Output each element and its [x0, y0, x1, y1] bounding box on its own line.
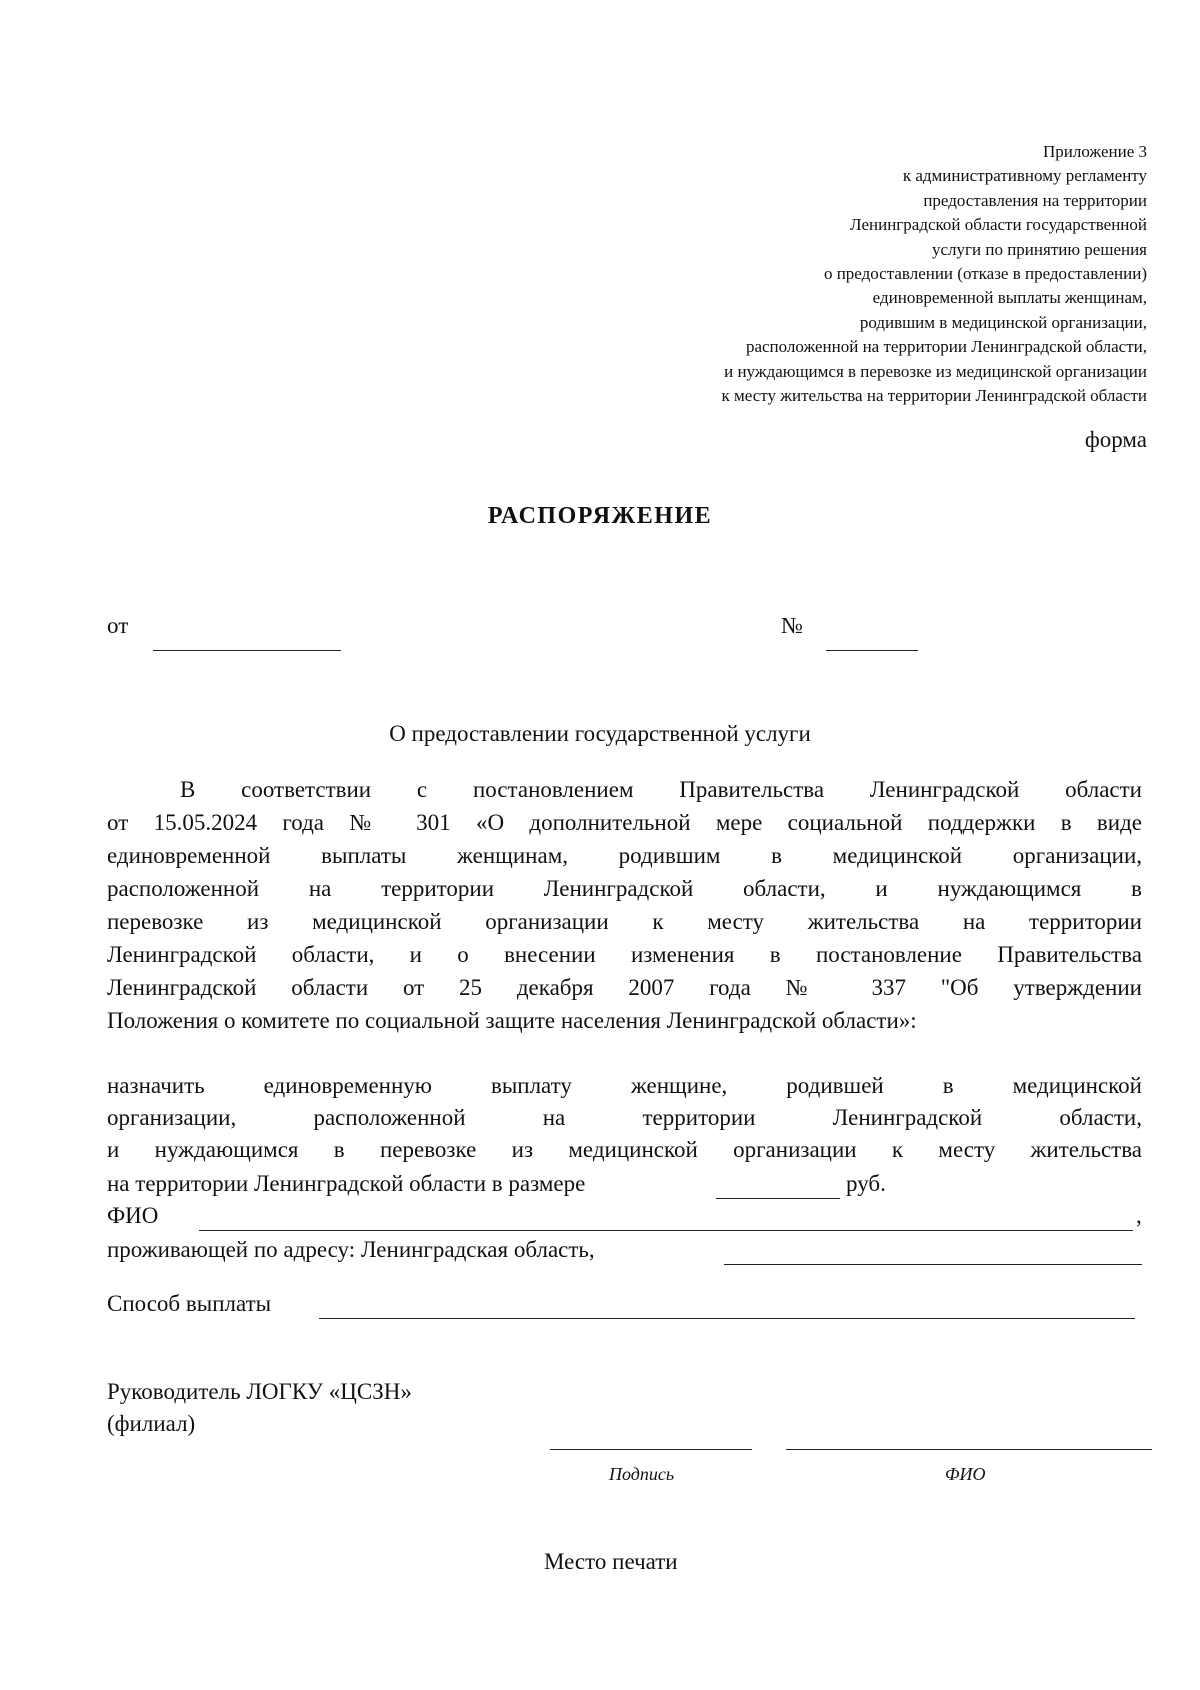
amount-blank-line[interactable] — [716, 1198, 840, 1199]
fio-comma: , — [1136, 1203, 1142, 1228]
annex-header — [527, 140, 1147, 408]
payment-method-label: Способ выплаты — [107, 1291, 272, 1316]
signature-fio-blank-line[interactable] — [786, 1449, 1152, 1450]
annex-line: Приложение 3 — [1043, 142, 1147, 161]
amount-prefix: на территории Ленинградской области в размере — [107, 1171, 586, 1196]
annex-line: к административному регламенту — [902, 166, 1147, 186]
preamble-line: В соответствии с постановлением Правительства Ленинградской области — [180, 777, 1142, 802]
preamble-line: от 15.05.2024 года № 301 «О дополнительной мере социальной поддержки в виде — [107, 810, 1142, 835]
decision-line: и нуждающимся в перевозке из медицинской организации к месту жительства — [107, 1137, 1142, 1162]
annex-line: единовременной выплаты женщинам, — [872, 288, 1147, 308]
amount-suffix: руб. — [846, 1171, 886, 1196]
document-title: РАСПОРЯЖЕНИЕ — [487, 503, 713, 529]
annex-line: расположенной на территории Ленинградской области, — [745, 337, 1147, 357]
address-blank-line[interactable] — [724, 1264, 1142, 1265]
annex-line: предоставления на территории — [923, 190, 1147, 210]
annex-line: услуги по принятию решения — [932, 239, 1147, 259]
preamble-paragraph — [107, 773, 1142, 1037]
annex-line: Ленинградской области государственной — [850, 215, 1147, 235]
annex-line: родившим в медицинской организации, — [859, 312, 1147, 332]
number-blank-line[interactable] — [826, 650, 918, 651]
date-from-label: от — [107, 613, 129, 638]
decision-line: назначить единовременную выплату женщине, родившей в медицинской — [107, 1073, 1142, 1098]
form-label: форма — [1084, 427, 1147, 452]
annex-line: к месту жительства на территории Ленинградской области — [721, 386, 1147, 406]
fio-label: ФИО — [107, 1203, 159, 1228]
branch-label: (филиал) — [107, 1411, 196, 1436]
stamp-place-label: Место печати — [544, 1549, 678, 1574]
preamble-line: перевозке из медицинской организации к месту жительства на территории — [107, 909, 1142, 934]
annex-line: и нуждающимся в перевозке из медицинской организации — [724, 361, 1147, 381]
number-label: № — [781, 613, 803, 638]
preamble-line: единовременной выплаты женщинам, родившим в медицинской организации, — [107, 843, 1142, 868]
fio-blank-line[interactable] — [199, 1230, 1133, 1231]
preamble-line: Положения о комитете по социальной защите населения Ленинградской области»: — [107, 1008, 917, 1033]
head-label: Руководитель ЛОГКУ «ЦСЗН» — [107, 1379, 412, 1404]
address-label: проживающей по адресу: Ленинградская область, — [107, 1237, 595, 1262]
preamble-line: Ленинградской области от 25 декабря 2007 года № 337 "Об утверждении — [107, 975, 1142, 1000]
annex-line: о предоставлении (отказе в предоставлении) — [823, 264, 1147, 284]
preamble-line: расположенной на территории Ленинградской области, и нуждающимся в — [107, 876, 1142, 901]
decision-line: организации, расположенной на территории Ленинградской области, — [107, 1105, 1142, 1130]
decision-paragraph — [107, 1070, 1142, 1166]
signature-caption: Подпись — [609, 1464, 675, 1484]
signature-blank-line[interactable] — [550, 1449, 752, 1450]
signature-fio-caption: ФИО — [945, 1464, 986, 1484]
payment-method-blank-line[interactable] — [319, 1318, 1135, 1319]
preamble-line: Ленинградской области, и о внесении изменения в постановление Правительства — [107, 942, 1142, 967]
date-blank-line[interactable] — [153, 650, 341, 651]
document-subject: О предоставлении государственной услуги — [389, 721, 811, 746]
